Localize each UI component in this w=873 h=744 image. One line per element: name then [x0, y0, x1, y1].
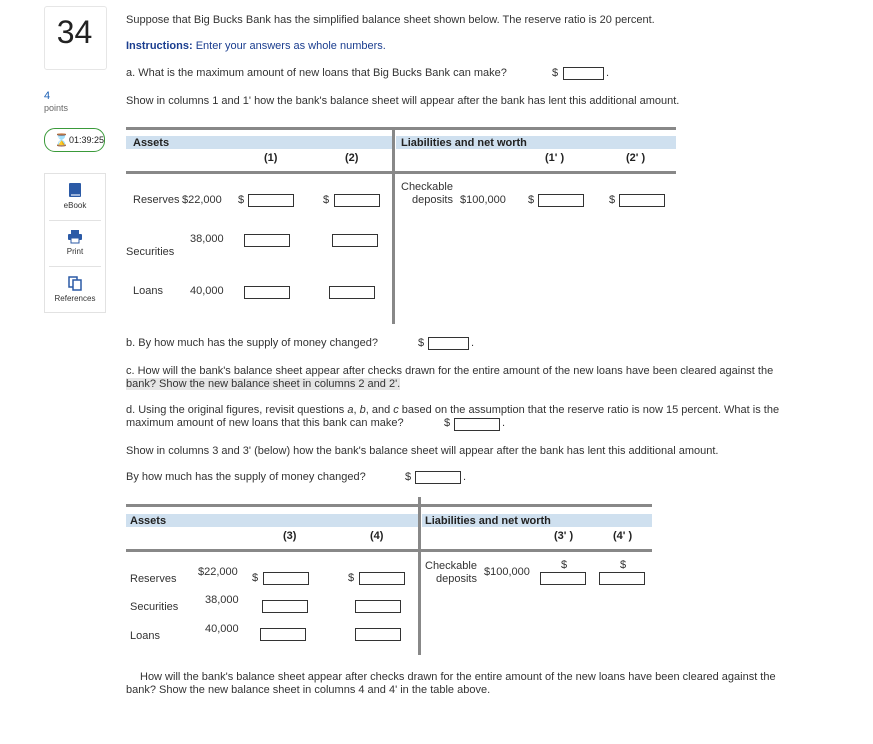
- dollar-sign: $: [552, 67, 559, 79]
- show-columns-3: Show in columns 3 and 3' (below) how the bank's balance sheet will appear after the bank has lent this additional amount.: [126, 445, 719, 457]
- table2-loans-col4-input[interactable]: [355, 628, 401, 641]
- instructions: [126, 40, 386, 52]
- answer-a-input[interactable]: [563, 67, 604, 80]
- question-d-text: based on the assumption that the reserve ratio is now 15 percent. What is the: [398, 404, 780, 416]
- table1-deposits-col1p-input[interactable]: [538, 194, 584, 207]
- answer-d-input[interactable]: [454, 418, 500, 431]
- ebook-label: eBook: [63, 201, 87, 210]
- question-d-line1: [126, 404, 779, 416]
- print-label: Print: [66, 247, 84, 256]
- answer-money-changed-input[interactable]: [415, 471, 461, 484]
- dollar-sign: $: [348, 572, 355, 584]
- question-d-ref-b: b: [359, 404, 366, 416]
- table2-col-3p: (3' ): [554, 530, 574, 542]
- dollar-sign: $: [444, 417, 451, 429]
- question-d-ref-a: a: [347, 404, 354, 416]
- table1-checkable-label-2: deposits: [412, 194, 453, 206]
- table1-checkable-value: $100,000: [460, 194, 506, 206]
- table2-checkable-label-2: deposits: [436, 573, 477, 585]
- question-a: a. What is the maximum amount of new loans that Big Bucks Bank can make?: [126, 67, 507, 79]
- table2-securities-value: 38,000: [205, 594, 239, 606]
- question-d-sep: , and: [365, 404, 394, 416]
- references-icon: [68, 276, 82, 291]
- dollar-sign: $: [528, 194, 535, 206]
- table1-liabilities-header: Liabilities and net worth: [401, 137, 527, 149]
- table1-header-rule: [126, 171, 676, 174]
- table2-loans-value: 40,000: [205, 623, 239, 635]
- question-c-line2: bank? Show the new balance sheet in columns 2 and 2'.: [126, 378, 401, 390]
- hourglass-icon: ⌛: [54, 133, 69, 147]
- table2-reserves-value: $22,000: [198, 566, 238, 578]
- table2-reserves-label: Reserves: [130, 573, 177, 585]
- table1-top-rule: [126, 127, 676, 130]
- print-button[interactable]: [45, 230, 105, 256]
- question-b: b. By how much has the supply of money changed?: [126, 337, 378, 349]
- table2-header-rule: [126, 549, 652, 552]
- period: .: [471, 337, 475, 349]
- final-question-line2: bank? Show the new balance sheet in columns 4 and 4' in the table above.: [126, 684, 491, 696]
- table2-assets-header: Assets: [130, 515, 167, 527]
- table2-col-4: (4): [370, 530, 384, 542]
- question-d-line2: maximum amount of new loans that this bank can make?: [126, 417, 404, 429]
- table2-reserves-col3-input[interactable]: [263, 572, 309, 585]
- table2-checkable-label-1: Checkable: [425, 560, 477, 572]
- table1-securities-label: Securities: [126, 246, 175, 258]
- table1-deposits-col2p-input[interactable]: [619, 194, 665, 207]
- question-d-sep: ,: [353, 404, 360, 416]
- money-changed-question: By how much has the supply of money changed?: [126, 471, 366, 483]
- table1-reserves-label: Reserves: [133, 194, 180, 206]
- dollar-sign: $: [418, 337, 425, 349]
- table2-divider: [418, 497, 421, 655]
- table2-checkable-value: $100,000: [484, 566, 530, 578]
- table2-deposits-col3p-input[interactable]: [540, 572, 586, 585]
- table2-loans-label: Loans: [130, 630, 160, 642]
- table1-loans-label: Loans: [133, 285, 163, 297]
- table2-assets-header-bar: [126, 514, 418, 527]
- table2-securities-col3-input[interactable]: [262, 600, 308, 613]
- table1-securities-value: 38,000: [190, 233, 224, 245]
- dollar-sign: $: [405, 471, 412, 483]
- table1-divider: [392, 127, 395, 324]
- table2-securities-col4-input[interactable]: [355, 600, 401, 613]
- table1-securities-col2-input[interactable]: [332, 234, 378, 247]
- table2-liabilities-header: Liabilities and net worth: [425, 515, 551, 527]
- question-number: 34: [56, 14, 93, 50]
- instructions-label: Instructions:: [126, 40, 193, 52]
- table1-reserves-col1-input[interactable]: [248, 194, 294, 207]
- table2-securities-label: Securities: [130, 601, 179, 613]
- tools-panel: [44, 173, 106, 313]
- show-columns-1: Show in columns 1 and 1' how the bank's balance sheet will appear after the bank has lent this additional amount.: [126, 95, 680, 107]
- table1-col-2: (2): [345, 152, 359, 164]
- question-d-ref-c: c: [393, 404, 399, 416]
- points-value: 4: [44, 90, 51, 102]
- instructions-text: Enter your answers as whole numbers.: [195, 40, 386, 52]
- question-d-text: d. Using the original figures, revisit questions: [126, 404, 348, 416]
- table2-reserves-col4-input[interactable]: [359, 572, 405, 585]
- period: .: [502, 417, 506, 429]
- intro-text: Suppose that Big Bucks Bank has the simplified balance sheet shown below. The reserve ratio is 20 percent.: [126, 14, 655, 26]
- dollar-sign: $: [620, 559, 627, 571]
- question-c-line1: c. How will the bank's balance sheet appear after checks drawn for the entire amount of the new loans have been cleared against the: [126, 365, 774, 377]
- timer-value: 01:39:25: [69, 135, 105, 145]
- dollar-sign: $: [238, 194, 245, 206]
- timer[interactable]: [44, 128, 105, 152]
- ebook-button[interactable]: [45, 182, 105, 210]
- printer-icon: [67, 230, 83, 244]
- period: .: [463, 471, 467, 483]
- table1-loans-col2-input[interactable]: [329, 286, 375, 299]
- book-icon: [68, 182, 82, 198]
- table1-col-1: (1): [264, 152, 278, 164]
- table2-deposits-col4p-input[interactable]: [599, 572, 645, 585]
- table2-loans-col3-input[interactable]: [260, 628, 306, 641]
- table1-reserves-value: $22,000: [182, 194, 222, 206]
- dollar-sign: $: [252, 572, 259, 584]
- table1-checkable-label-1: Checkable: [401, 181, 453, 193]
- final-question-line1: How will the bank's balance sheet appear after checks drawn for the entire amount of the new loans have been cleared against the: [140, 671, 776, 683]
- table1-loans-col1-input[interactable]: [244, 286, 290, 299]
- table1-col-2p: (2' ): [626, 152, 646, 164]
- table2-col-3: (3): [283, 530, 297, 542]
- dollar-sign: $: [323, 194, 330, 206]
- references-label: References: [54, 294, 96, 303]
- references-button[interactable]: [45, 276, 105, 303]
- table1-reserves-col2-input[interactable]: [334, 194, 380, 207]
- table1-securities-col1-input[interactable]: [244, 234, 290, 247]
- points-label: points: [44, 103, 69, 113]
- dollar-sign: $: [561, 559, 568, 571]
- table1-loans-value: 40,000: [190, 285, 224, 297]
- answer-b-input[interactable]: [428, 337, 469, 350]
- dollar-sign: $: [609, 194, 616, 206]
- table1-assets-header: Assets: [133, 137, 170, 149]
- table2-top-rule: [126, 504, 652, 507]
- period: .: [606, 67, 610, 79]
- table1-col-1p: (1' ): [545, 152, 565, 164]
- table2-col-4p: (4' ): [613, 530, 633, 542]
